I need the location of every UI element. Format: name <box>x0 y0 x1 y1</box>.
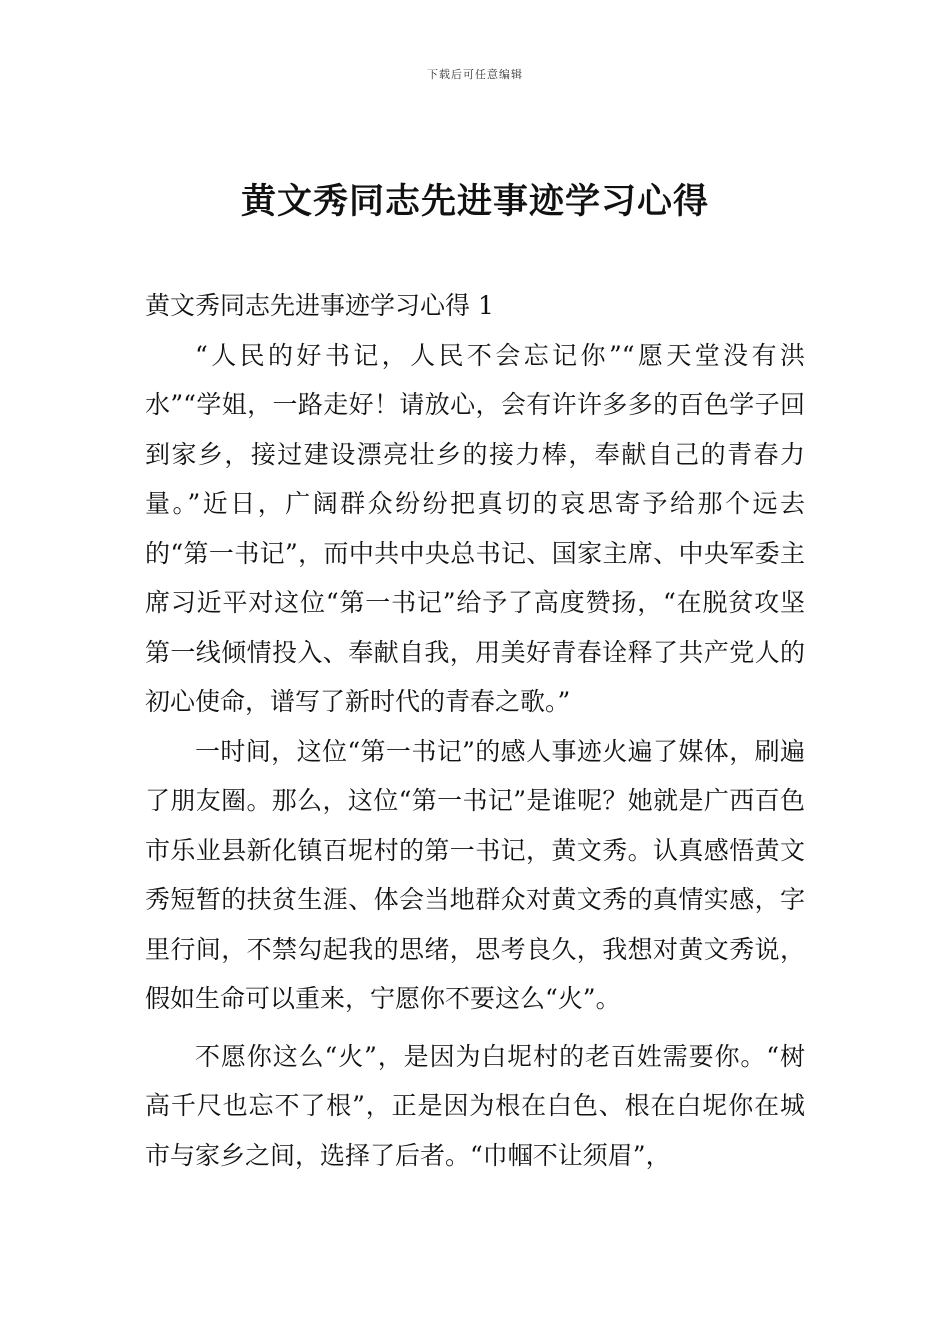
document-title: 黄文秀同志先进事迹学习心得 <box>240 182 709 222</box>
paragraph-3: 不愿你这么“火”，是因为白坭村的老百姓需要你。“树高千尺也忘不了根”，正是因为根在白色、根在白坭你在城市与家乡之间，选择了后者。“巾帼不让须眉”， <box>145 1041 805 1170</box>
paragraph-2: 一时间，这位“第一书记”的感人事迹火遍了媒体，刷遍了朋友圈。那么，这位“第一书记”是谁呢？她就是广西百色市乐业县新化镇百坭村的第一书记，黄文秀。认真感悟黄文秀短暂的扶贫生涯、体会当地群众对黄文秀的真情实感，字里行间，不禁勾起我的思绪，思考良久，我想对黄文秀说，假如生命可以重来，宁愿你不要这么“火”。 <box>145 736 805 1013</box>
document-body <box>145 281 805 1180</box>
header-note: 下载后可任意编辑 <box>427 68 523 81</box>
paragraph-1: “人民的好书记，人民不会忘记你”“愿天堂没有洪水”“学姐，一路走好！请放心，会有许许多多的百色学子回到家乡，接过建设漂亮壮乡的接力棒，奉献自己的青春力量。”近日，广阔群众纷纷把真切的哀思寄予给那个远去的“第一书记”，而中共中央总书记、国家主席、中央军委主席习近平对这位“第一书记”给予了高度赞扬，“在脱贫攻坚第一线倾情投入、奉献自我，用美好青春诠释了共产党人的初心使命，谱写了新时代的青春之歌。” <box>145 340 805 716</box>
section-heading: 黄文秀同志先进事迹学习心得 1 <box>145 291 494 320</box>
